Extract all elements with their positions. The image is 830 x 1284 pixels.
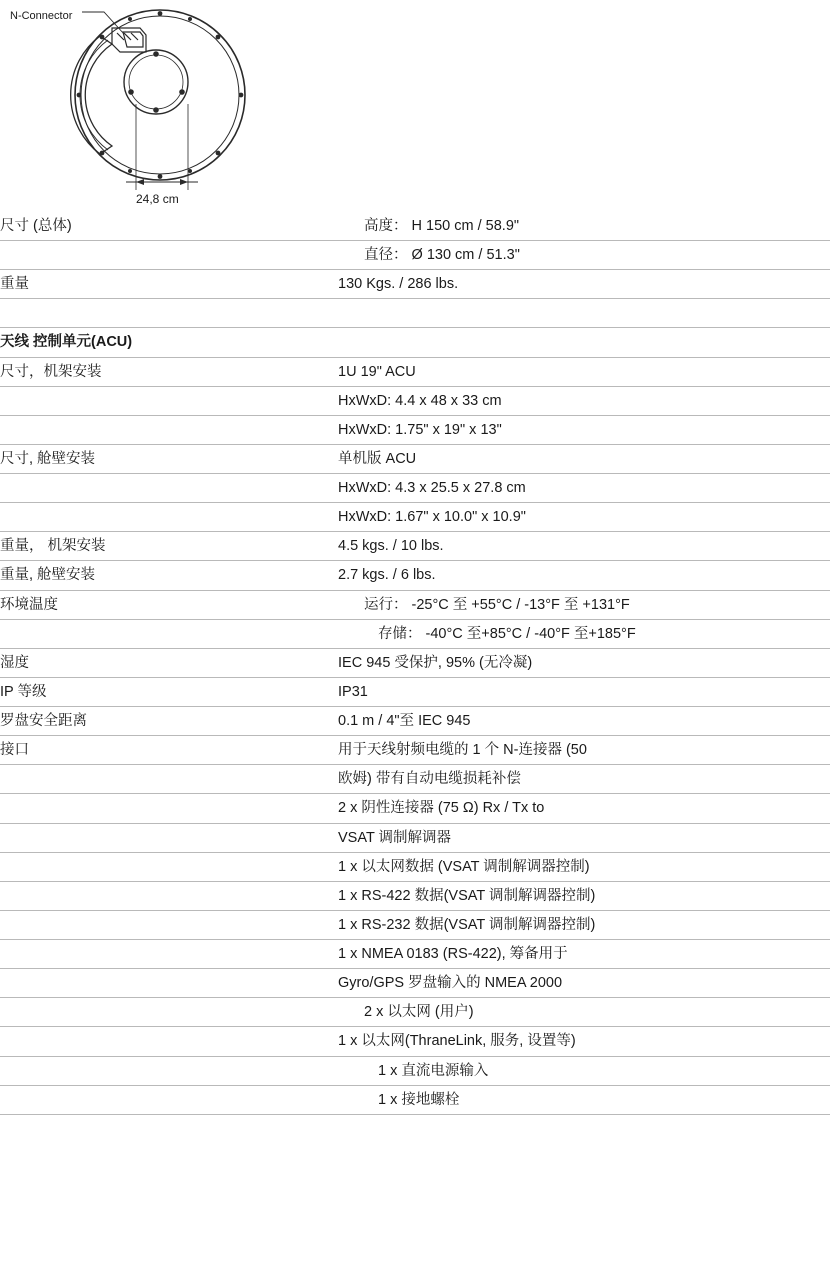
spec-label [0, 474, 338, 503]
spec-value-text: 1 x NMEA 0183 (RS-422), 筹备用于 [338, 946, 568, 962]
table-row [0, 765, 830, 794]
spec-label [0, 823, 338, 852]
spec-value [338, 444, 830, 473]
spec-value [338, 707, 830, 736]
spec-label: IP 等级 [0, 677, 338, 706]
table-row [0, 415, 830, 444]
spec-value-text: 用于天线射频电缆的 1 个 N-连接器 (50 [338, 742, 587, 759]
spec-value [338, 532, 830, 561]
table-row [0, 707, 830, 736]
section-title: 天线 控制单元(ACU) [0, 328, 830, 357]
spec-value [338, 794, 830, 823]
spec-value-text: 1 x 接地螺栓 [378, 1091, 460, 1108]
spec-label: 重量 [0, 270, 338, 299]
table-row [0, 940, 830, 969]
spec-label [0, 1027, 338, 1056]
spec-value-text: 高度： H 150 cm / 58.9" [364, 218, 520, 234]
section-spacer [0, 299, 830, 328]
spec-label: 重量, 舱壁安装 [0, 561, 338, 590]
spec-value-text: IP31 [338, 683, 368, 700]
spec-value-text: 1 x 以太网数据 (VSAT 调制解调器控制) [338, 858, 590, 875]
spec-value-text: VSAT 调制解调器 [338, 829, 452, 846]
spec-label [0, 852, 338, 881]
n-connector-label: N-Connector [10, 10, 73, 22]
spec-value-text: 4.5 kgs. / 10 lbs. [338, 538, 444, 555]
spec-value [338, 677, 830, 706]
table-row [0, 1085, 830, 1114]
spec-value [338, 241, 830, 270]
table-row [0, 444, 830, 473]
spec-label: 尺寸，机架安装 [0, 357, 338, 386]
diameter-dimension-label: 24,8 cm [136, 192, 179, 206]
spec-value [338, 503, 830, 532]
spec-value-text: 欧姆) 带有自动电缆损耗补偿 [338, 771, 521, 788]
spec-label [0, 765, 338, 794]
spec-label [0, 969, 338, 998]
spec-value-text: HxWxD: 4.3 x 25.5 x 27.8 cm [338, 480, 526, 496]
spec-value [338, 940, 830, 969]
table-row [0, 532, 830, 561]
section-header-row [0, 328, 830, 357]
spec-value-text: 直径： Ø 130 cm / 51.3" [364, 247, 520, 264]
spec-value-text: HxWxD: 1.67" x 10.0" x 10.9" [338, 509, 526, 526]
spec-label: 重量， 机架安装 [0, 532, 338, 561]
spec-value-text: Gyro/GPS 罗盘输入的 NMEA 2000 [338, 975, 563, 992]
spec-value-text: 1U 19" ACU [338, 363, 416, 380]
spec-label [0, 241, 338, 270]
antenna-base-drawing [0, 0, 300, 212]
spec-value [338, 561, 830, 590]
spec-value [338, 910, 830, 939]
spec-value-text: 2 x 阴性连接器 (75 Ω) Rx / Tx to [338, 800, 545, 817]
table-row [0, 736, 830, 765]
spec-value-text: 1 x 直流电源输入 [378, 1062, 489, 1079]
spec-value-text: 1 x 以太网(ThraneLink, 服务, 设置等) [338, 1033, 576, 1050]
spec-label: 湿度 [0, 648, 338, 677]
spec-label: 尺寸 (总体) [0, 212, 338, 241]
spec-label [0, 794, 338, 823]
spec-value-text: 130 Kgs. / 286 lbs. [338, 276, 459, 293]
spec-value [338, 852, 830, 881]
spec-label [0, 1085, 338, 1114]
spec-value [338, 474, 830, 503]
table-row [0, 474, 830, 503]
spec-value-text: 1 x RS-232 数据(VSAT 调制解调器控制) [338, 916, 596, 933]
spec-value [338, 881, 830, 910]
spec-value [338, 1085, 830, 1114]
spec-value [338, 415, 830, 444]
table-row [0, 910, 830, 939]
spec-value [338, 648, 830, 677]
spec-value-text: 存储： -40°C 至+85°C / -40°F 至+185°F [378, 625, 636, 642]
table-row [0, 619, 830, 648]
table-row [0, 823, 830, 852]
spec-value-text: 2 x 以太网 (用户) [364, 1004, 474, 1021]
table-row [0, 561, 830, 590]
specifications-table [0, 212, 830, 1115]
table-row [0, 852, 830, 881]
table-row [0, 357, 830, 386]
table-row [0, 503, 830, 532]
table-row [0, 998, 830, 1027]
table-row [0, 270, 830, 299]
spec-label [0, 503, 338, 532]
table-row [0, 386, 830, 415]
table-row [0, 1056, 830, 1085]
antenna-diagram [0, 0, 830, 212]
spec-value-text: 1 x RS-422 数据(VSAT 调制解调器控制) [338, 887, 596, 904]
spec-label [0, 940, 338, 969]
spec-label: 接口 [0, 736, 338, 765]
spec-value-text: 2.7 kgs. / 6 lbs. [338, 567, 436, 584]
table-row [0, 677, 830, 706]
spec-label: 环境温度 [0, 590, 338, 619]
spec-label [0, 881, 338, 910]
spec-value [338, 998, 830, 1027]
spec-label [0, 1056, 338, 1085]
spec-value [338, 270, 830, 299]
spec-value-text: 单机版 ACU [338, 450, 417, 467]
spec-value [338, 619, 830, 648]
spec-value-text: 运行： -25°C 至 +55°C / -13°F 至 +131°F [364, 596, 630, 613]
spec-value [338, 357, 830, 386]
spec-value [338, 212, 830, 241]
table-row [0, 241, 830, 270]
spec-value [338, 590, 830, 619]
spec-value-text: HxWxD: 4.4 x 48 x 33 cm [338, 392, 502, 409]
spec-value [338, 386, 830, 415]
spec-label [0, 910, 338, 939]
spec-value [338, 765, 830, 794]
spec-value-text: 0.1 m / 4"至 IEC 945 [338, 713, 471, 729]
spec-label [0, 386, 338, 415]
spec-label: 尺寸, 舱壁安装 [0, 444, 338, 473]
spec-value [338, 1056, 830, 1085]
spec-label: 罗盘安全距离 [0, 707, 338, 736]
spec-value [338, 823, 830, 852]
table-row [0, 969, 830, 998]
spec-label [0, 998, 338, 1027]
spec-value [338, 1027, 830, 1056]
spec-value-text: IEC 945 受保护, 95% (无冷凝) [338, 654, 533, 671]
spec-label [0, 619, 338, 648]
table-row [0, 794, 830, 823]
spec-value [338, 736, 830, 765]
table-row [0, 881, 830, 910]
table-row [0, 1027, 830, 1056]
table-row [0, 590, 830, 619]
table-row [0, 648, 830, 677]
table-row [0, 212, 830, 241]
spec-value-text: HxWxD: 1.75" x 19" x 13" [338, 421, 502, 438]
spec-label [0, 415, 338, 444]
spec-value [338, 969, 830, 998]
